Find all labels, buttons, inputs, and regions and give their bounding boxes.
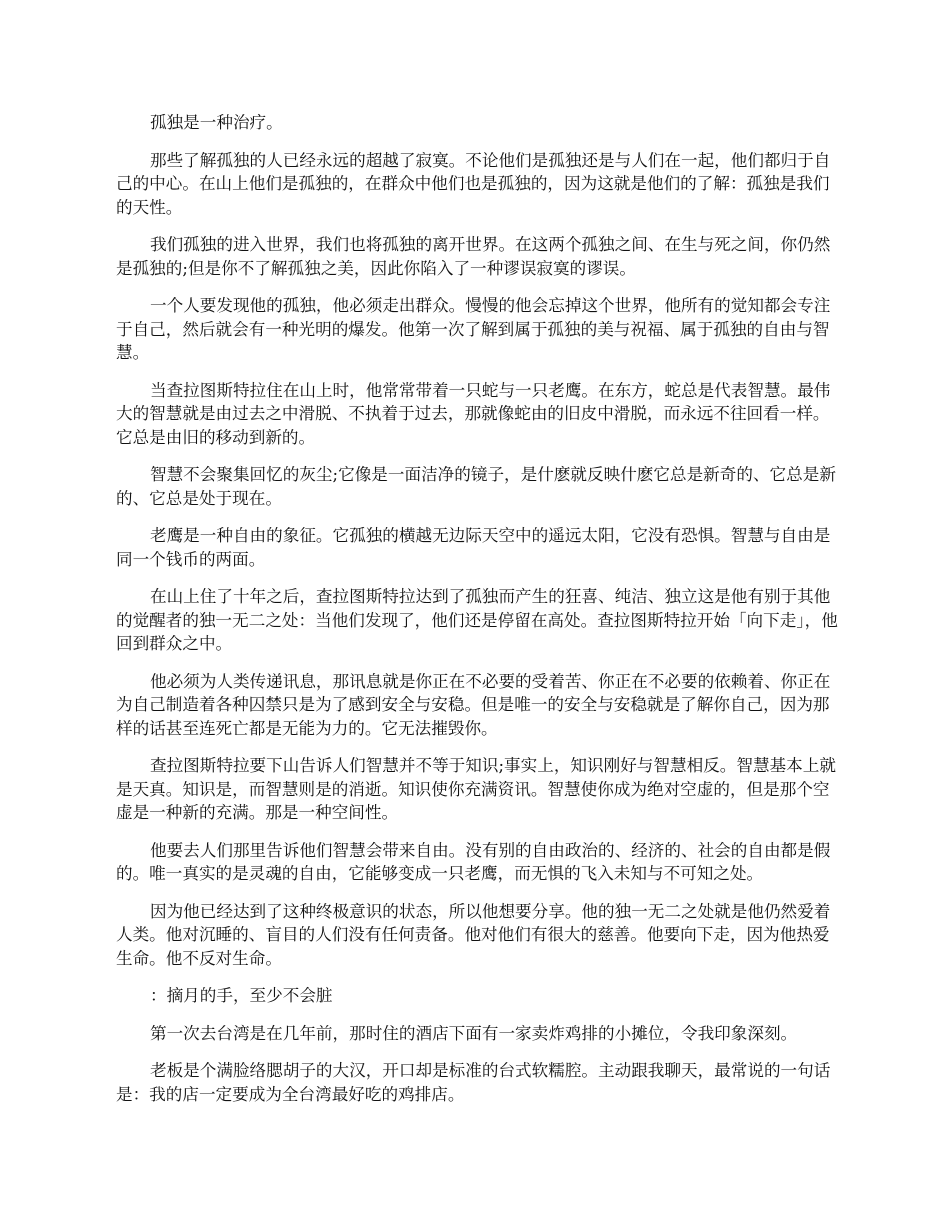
paragraph-8: 在山上住了十年之后，查拉图斯特拉达到了孤独而产生的狂喜、纯洁、独立这是他有别于其他的觉醒者的独一无二之处：当他们发现了，他们还是停留在高处。查拉图斯特拉开始「向下走」，他回到群众之中。 xyxy=(116,587,838,653)
paragraph-1: 孤独是一种治疗。 xyxy=(150,113,283,132)
paragraph-11: 他要去人们那里告诉他们智慧会带来自由。没有别的自由政治的、经济的、社会的自由都是假的。唯一真实的是灵魂的自由，它能够变成一只老鹰，而无惧的飞入未知与不可知之处。 xyxy=(116,840,831,883)
document-body xyxy=(116,111,838,1120)
paragraph-14: 第一次去台湾是在几年前，那时住的酒店下面有一家卖炸鸡排的小摊位，令我印象深刻。 xyxy=(150,1023,798,1043)
paragraph-13: ：摘月的手，至少不会脏 xyxy=(150,986,333,1005)
paragraph-9: 他必须为人类传递讯息，那讯息就是你正在不必要的受着苦、你正在不必要的依赖着、你正在为自己制造着各种囚禁只是为了感到安全与安稳。但是唯一的安全与安稳就是了解你自己，因为那样的话甚至连死亡都是无能为力的。它无法摧毁你。 xyxy=(116,671,831,738)
paragraph-5: 当查拉图斯特拉住在山上时，他常常带着一只蛇与一只老鹰。在东方，蛇总是代表智慧。最伟大的智慧就是由过去之中滑脱、不执着于过去，那就像蛇由的旧皮中滑脱，而永远不往回看一样。它总是由旧的移动到新的。 xyxy=(116,380,831,447)
paragraph-10: 查拉图斯特拉要下山告诉人们智慧并不等于知识;事实上，知识刚好与智慧相反。智慧基本上就是天真。知识是，而智慧则是的消逝。知识使你充满资讯。智慧使你成为绝对空虚的，但是那个空虚是一种新的充满。那是一种空间性。 xyxy=(116,756,836,822)
paragraph-6: 智慧不会聚集回忆的灰尘;它像是一面洁净的镜子，是什麽就反映什麽它总是新奇的、它总是新的、它总是处于现在。 xyxy=(116,465,836,508)
paragraph-2: 那些了解孤独的人已经永远的超越了寂寞。不论他们是孤独还是与人们在一起，他们都归于自己的中心。在山上他们是孤独的，在群众中他们也是孤独的，因为这就是他们的了解：孤独是我们的天性。 xyxy=(116,150,831,217)
paragraph-15: 老板是个满脸络腮胡子的大汉，开口却是标准的台式软糯腔。主动跟我聊天，最常说的一句话是：我的店一定要成为全台湾最好吃的鸡排店。 xyxy=(116,1061,831,1104)
paragraph-4: 一个人要发现他的孤独，他必须走出群众。慢慢的他会忘掉这个世界，他所有的觉知都会专注于自己，然后就会有一种光明的爆发。他第一次了解到属于孤独的美与祝福、属于孤独的自由与智慧。 xyxy=(116,296,831,362)
paragraph-7: 老鹰是一种自由的象征。它孤独的横越无边际天空中的遥远太阳，它没有恐惧。智慧与自由是同一个钱币的两面。 xyxy=(116,526,831,569)
paragraph-3: 我们孤独的进入世界，我们也将孤独的离开世界。在这两个孤独之间、在生与死之间，你仍然是孤独的;但是你不了解孤独之美，因此你陷入了一种谬误寂寞的谬误。 xyxy=(116,235,831,278)
paragraph-12: 因为他已经达到了这种终极意识的状态，所以他想要分享。他的独一无二之处就是他仍然爱着人类。他对沉睡的、盲目的人们没有任何责备。他对他们有很大的慈善。他要向下走，因为他热爱生命。他不反对生命。 xyxy=(116,901,831,968)
